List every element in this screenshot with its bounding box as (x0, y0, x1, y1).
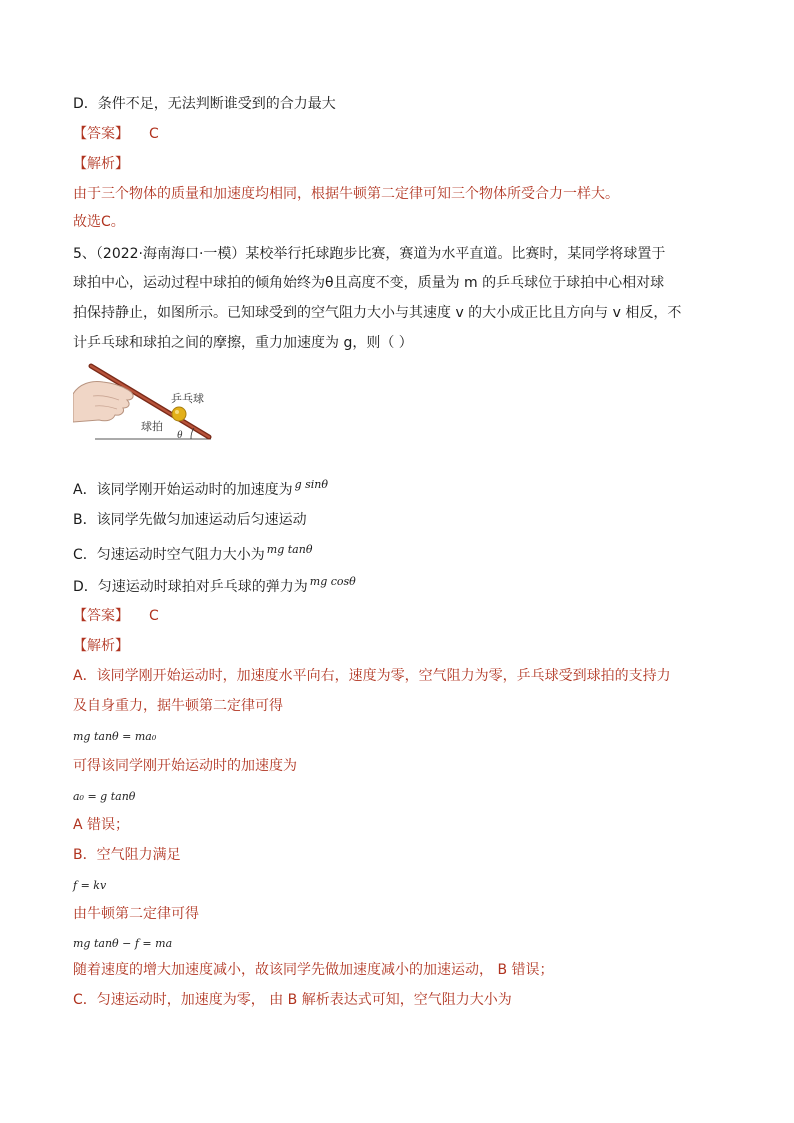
hand-shape (73, 382, 133, 423)
analysis-formula: mg tanθ = ma₀ (73, 730, 157, 743)
analysis-formula: mg tanθ − f = ma (73, 937, 173, 950)
analysis-line: A 错误； (73, 817, 130, 833)
answer-value: C (149, 608, 159, 624)
q5-option-d (73, 577, 356, 598)
q5-answer-line (73, 606, 159, 626)
option-c-text: C．匀速运动时空气阻力大小为 (73, 547, 265, 563)
prev-answer-line (73, 124, 159, 144)
q5-stem-line-4: 计乒乓球和球拍之间的摩擦，重力加速度为 g，则（ ） (73, 335, 413, 351)
option-d-formula: mg cosθ (309, 575, 356, 588)
q5-stem-line-2: 球拍中心，运动过程中球拍的倾角始终为θ且高度不变，质量为 m 的乒乓球位于球拍中心相对球 (73, 275, 665, 291)
prev-analysis-line-1: 由于三个物体的质量和加速度均相同，根据牛顿第二定律可知三个物体所受合力一样大。 (73, 186, 619, 202)
analysis-line: C．匀速运动时，加速度为零， 由 B 解析表达式可知，空气阻力大小为 (73, 992, 512, 1008)
q5-option-b: B．该同学先做匀加速运动后匀速运动 (73, 512, 307, 528)
analysis-line: 及自身重力，据牛顿第二定律可得 (73, 698, 283, 714)
answer-tag: 【答案】 (73, 126, 129, 142)
analysis-line: 随着速度的增大加速度减小，故该同学先做加速度减小的加速运动， B 错误； (73, 962, 554, 978)
q5-option-a (73, 480, 328, 501)
q5-stem-line-3: 拍保持静止，如图所示。已知球受到的空气阻力大小与其速度 v 的大小成正比且方向与 v 相反，不 (73, 305, 682, 321)
q5-option-c (73, 545, 312, 566)
answer-tag: 【答案】 (73, 608, 129, 624)
analysis-line: B．空气阻力满足 (73, 847, 181, 863)
q5-stem-line-1: 5、（2022·海南海口·一模）某校举行托球跑步比赛，赛道为水平直道。比赛时，某同学将球置于 (73, 246, 666, 262)
analysis-line: 由牛顿第二定律可得 (73, 906, 199, 922)
analysis-formula: a₀ = g tanθ (73, 790, 136, 803)
option-a-formula: g sinθ (294, 478, 328, 491)
q5-analysis-tag: 【解析】 (73, 638, 129, 654)
option-a-text: A．该同学刚开始运动时的加速度为 (73, 482, 293, 498)
ping-pong-ball (172, 407, 186, 421)
analysis-line: 可得该同学刚开始运动时的加速度为 (73, 758, 297, 774)
analysis-line: A．该同学刚开始运动时，加速度水平向右，速度为零，空气阻力为零，乒乓球受到球拍的支持力 (73, 668, 671, 684)
prev-analysis-line-2: 故选C。 (73, 214, 125, 230)
label-ball: 乒乓球 (171, 393, 204, 405)
analysis-formula: f = kv (73, 879, 107, 892)
analysis-tag: 【解析】 (73, 156, 129, 172)
racket-figure (73, 362, 223, 444)
option-c-formula: mg tanθ (266, 543, 313, 556)
option-d-text: D．匀速运动时球拍对乒乓球的弹力为 (73, 579, 308, 595)
label-angle: θ (177, 429, 183, 441)
label-racket: 球拍 (141, 421, 163, 433)
answer-value: C (149, 126, 159, 142)
prev-option-d: D．条件不足，无法判断谁受到的合力最大 (73, 96, 336, 112)
